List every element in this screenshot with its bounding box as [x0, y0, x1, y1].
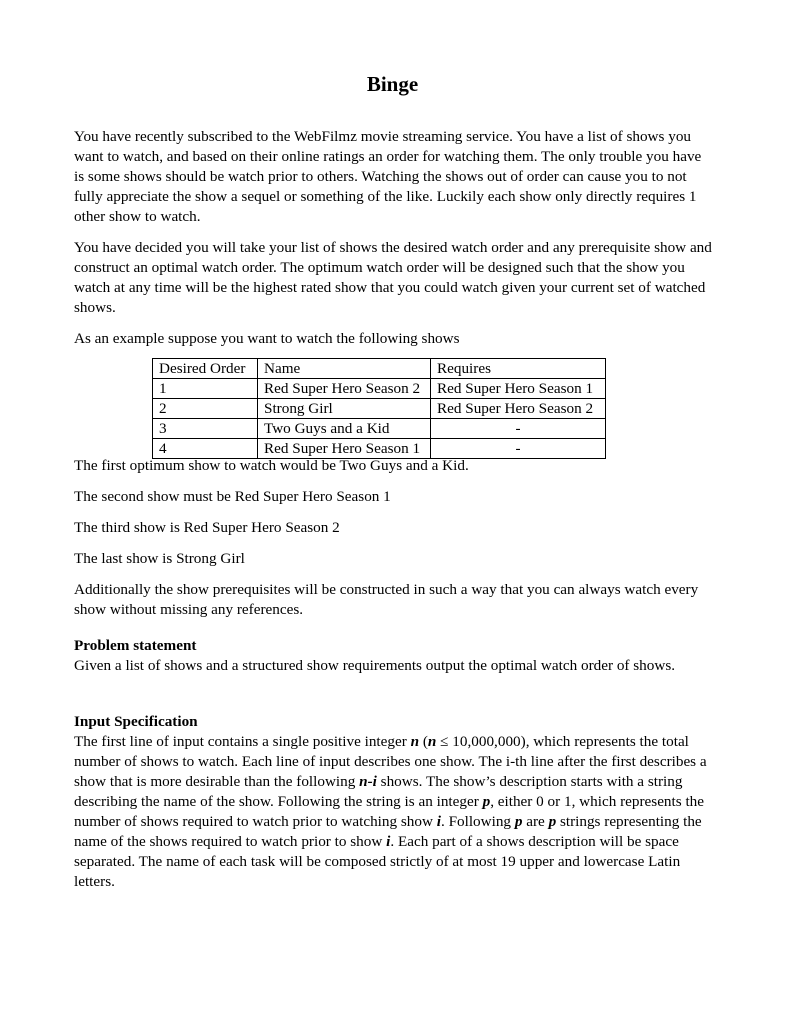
page-title: Binge — [366, 72, 419, 96]
example-line-1: The first optimum show to watch would be Two Guys and a Kid. — [74, 457, 469, 474]
intro-paragraph-3: As an example suppose you want to watch the following shows — [74, 330, 460, 347]
table-row — [153, 419, 606, 439]
example-note: Additionally the show prerequisites will be constructed in such a way that you can always watch every show without missing any references. — [74, 581, 699, 618]
input-heading: Input Specification — [74, 713, 198, 730]
cell-name: Strong Girl — [258, 399, 431, 419]
cell-name: Two Guys and a Kid — [258, 419, 431, 439]
input-section — [74, 712, 714, 892]
cell-order: 4 — [153, 439, 258, 459]
header-desired-order: Desired Order — [153, 359, 258, 379]
example-line-3: The third show is Red Super Hero Season 2 — [74, 519, 340, 536]
intro-paragraph-2: You have decided you will take your list of shows the desired watch order and any prerequisite show and construct an optimal watch order. The optimum watch order will be designed such that the show you watch at any time will be the highest rated show that you could watch given your current set of watched shows. — [74, 239, 712, 316]
example-line-4: The last show is Strong Girl — [74, 550, 245, 567]
cell-name: Red Super Hero Season 1 — [258, 439, 431, 459]
header-requires: Requires — [431, 359, 606, 379]
example-line-2: The second show must be Red Super Hero Season 1 — [74, 488, 391, 505]
header-name: Name — [258, 359, 431, 379]
input-text: The first line of input contains a single positive integer n (n ≤ 10,000,000), which represents the total number of shows to watch. Each line of input describes one show. The i-th line after the first describes a show that is more desirable than the following n-i shows. The show’s description starts with a string describing the name of the show. Following the string is an integer p, either 0 or 1, which represents the number of shows required to watch prior to watching show i. Following p are p strings representing the name of the shows required to watch prior to show i. Each part of a shows description will be space separated. The name of each task will be composed strictly of at most 19 upper and lowercase Latin letters. — [74, 733, 707, 890]
table-header-row — [153, 359, 606, 379]
cell-requires: - — [431, 439, 606, 459]
cell-requires: Red Super Hero Season 1 — [431, 379, 606, 399]
shows-table — [152, 358, 606, 459]
cell-requires: Red Super Hero Season 2 — [431, 399, 606, 419]
cell-order: 1 — [153, 379, 258, 399]
problem-section — [74, 636, 714, 676]
cell-order: 2 — [153, 399, 258, 419]
table-row — [153, 379, 606, 399]
problem-heading: Problem statement — [74, 637, 197, 654]
cell-requires: - — [431, 419, 606, 439]
cell-order: 3 — [153, 419, 258, 439]
problem-text: Given a list of shows and a structured show requirements output the optimal watch order of shows. — [74, 657, 676, 674]
cell-name: Red Super Hero Season 2 — [258, 379, 431, 399]
intro-paragraph-1: You have recently subscribed to the WebFilmz movie streaming service. You have a list of shows you want to watch, and based on their online ratings an order for watching them. The only trouble you have is some shows should be watch prior to others. Watching the shows out of order can cause you to not fully appreciate the show a sequel or something of the like. Luckily each show only directly requires 1 other show to watch. — [74, 128, 702, 225]
table-row — [153, 399, 606, 419]
